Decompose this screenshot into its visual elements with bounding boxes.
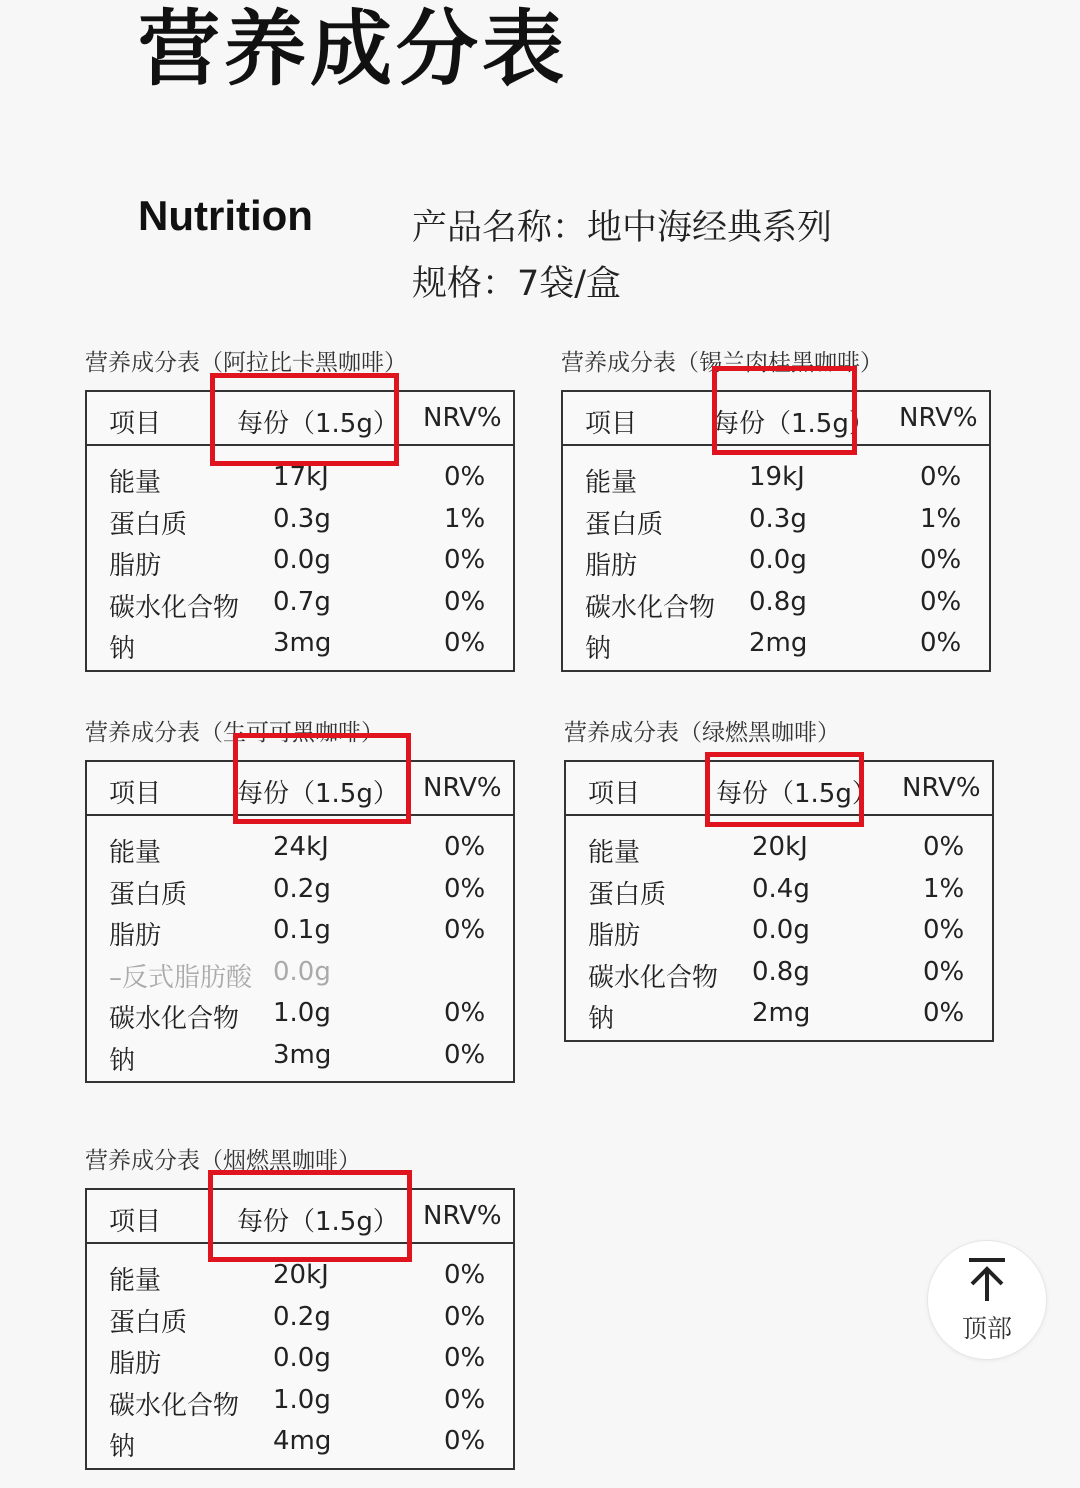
header-item: 项目 <box>109 779 162 809</box>
row-item: 能量 <box>588 838 641 868</box>
table-row <box>566 994 992 1036</box>
row-nrv: 0% <box>920 462 962 492</box>
row-value: 0.3g <box>273 503 331 534</box>
row-item: 钠 <box>109 634 136 664</box>
header-nrv: NRV% <box>899 403 978 433</box>
row-value: 24kJ <box>273 832 329 862</box>
row-value: 20kJ <box>752 832 808 862</box>
table-row <box>87 1422 513 1464</box>
row-value: 0.8g <box>749 586 807 617</box>
row-nrv: 0% <box>444 545 486 575</box>
table-row <box>563 583 989 625</box>
header-per-serving: 每份（1.5g） <box>716 779 878 809</box>
row-value: 0.4g <box>752 873 810 904</box>
row-nrv: 1% <box>920 503 962 534</box>
row-value: 17kJ <box>273 462 329 492</box>
highlight-box <box>712 366 857 455</box>
row-nrv: 0% <box>923 956 965 987</box>
table-row <box>566 828 992 870</box>
table-row <box>87 870 513 912</box>
row-nrv: 1% <box>444 503 486 534</box>
table-body <box>87 446 513 670</box>
row-item: 蛋白质 <box>585 509 664 540</box>
row-item: 能量 <box>109 468 162 498</box>
header-per-serving: 每份（1.5g） <box>713 409 875 439</box>
row-nrv: 0% <box>444 1260 486 1290</box>
row-nrv: 0% <box>444 998 486 1028</box>
row-nrv: 0% <box>444 915 486 945</box>
table-row <box>563 500 989 542</box>
row-value: 0.2g <box>273 1301 331 1332</box>
row-nrv: 0% <box>444 832 486 862</box>
row-nrv: 0% <box>444 873 486 904</box>
table-body <box>87 1244 513 1468</box>
row-value: 20kJ <box>273 1260 329 1290</box>
row-nrv: 0% <box>923 998 965 1028</box>
table-row <box>87 911 513 953</box>
row-item: 蛋白质 <box>109 509 188 540</box>
row-item: 碳水化合物 <box>588 962 719 993</box>
panel-caption: 营养成分表（锡兰肉桂黑咖啡） <box>561 350 883 376</box>
table-row <box>563 624 989 666</box>
row-value: 3mg <box>273 628 332 658</box>
row-item: 碳水化合物 <box>109 1004 240 1034</box>
row-nrv: 0% <box>923 915 965 945</box>
row-value: 0.0g <box>749 545 807 575</box>
row-item: 碳水化合物 <box>109 1390 240 1421</box>
table-row <box>87 500 513 542</box>
row-item: 能量 <box>109 1266 162 1296</box>
table-row <box>87 1036 513 1078</box>
row-nrv: 0% <box>444 1301 486 1332</box>
row-item: 蛋白质 <box>109 879 188 910</box>
header-nrv: NRV% <box>423 1201 502 1231</box>
table-row <box>87 541 513 583</box>
row-value: 0.1g <box>273 915 331 945</box>
table-row <box>566 870 992 912</box>
nutrition-label: Nutrition <box>138 192 313 239</box>
highlight-box <box>208 1170 412 1262</box>
header-item: 项目 <box>109 409 162 439</box>
row-nrv: 1% <box>923 873 965 904</box>
row-value: 0.8g <box>752 956 810 987</box>
row-value: 2mg <box>752 998 811 1028</box>
highlight-box <box>210 373 399 466</box>
row-nrv: 0% <box>444 1384 486 1415</box>
row-value: 0.0g <box>752 915 810 945</box>
row-item: 蛋白质 <box>109 1307 188 1338</box>
row-item: 钠 <box>109 1432 136 1462</box>
row-item: 钠 <box>585 634 612 664</box>
row-item: 钠 <box>588 1004 615 1034</box>
header-item: 项目 <box>585 409 638 439</box>
row-nrv: 0% <box>444 462 486 492</box>
table-body <box>563 446 989 670</box>
row-item: 脂肪 <box>109 1349 162 1379</box>
page-title: 营养成分表 <box>138 2 569 97</box>
row-value: 1.0g <box>273 1384 331 1415</box>
back-to-top-button[interactable] <box>927 1240 1047 1360</box>
table-row <box>563 458 989 500</box>
row-nrv: 0% <box>444 1426 486 1456</box>
table-row <box>87 994 513 1036</box>
row-value: 0.0g <box>273 545 331 575</box>
row-nrv: 0% <box>920 586 962 617</box>
panel-caption: 营养成分表（绿燃黑咖啡） <box>564 720 840 746</box>
table-row <box>87 828 513 870</box>
product-spec: 规格：7袋/盒 <box>412 264 622 304</box>
row-item: –反式脂肪酸 <box>109 962 253 993</box>
back-to-top-label: 顶部 <box>961 1314 1012 1343</box>
row-item: 脂肪 <box>109 921 162 951</box>
row-nrv: 0% <box>923 832 965 862</box>
row-item: 碳水化合物 <box>109 592 240 623</box>
row-value: 4mg <box>273 1426 332 1456</box>
row-item: 脂肪 <box>588 921 641 951</box>
highlight-box <box>705 752 864 827</box>
table-row <box>87 1256 513 1298</box>
row-value: 0.2g <box>273 873 331 904</box>
row-value: 3mg <box>273 1039 332 1070</box>
row-item: 钠 <box>109 1045 136 1076</box>
header-nrv: NRV% <box>902 773 981 803</box>
row-value: 19kJ <box>749 462 805 492</box>
table-row <box>87 1298 513 1340</box>
row-value: 0.7g <box>273 586 331 617</box>
row-nrv: 0% <box>444 586 486 617</box>
table-body <box>87 816 513 1081</box>
panel-caption: 营养成分表（生可可黑咖啡） <box>85 720 384 746</box>
row-nrv: 0% <box>920 545 962 575</box>
panel-caption: 营养成分表（烟燃黑咖啡） <box>85 1148 361 1174</box>
row-item: 能量 <box>585 468 638 498</box>
panel-caption: 营养成分表（阿拉比卡黑咖啡） <box>85 350 407 376</box>
table-row <box>87 624 513 666</box>
table-row <box>563 541 989 583</box>
table-row <box>87 1339 513 1381</box>
table-row <box>566 953 992 995</box>
header-per-serving: 每份（1.5g） <box>237 1207 399 1237</box>
row-nrv: 0% <box>920 628 962 658</box>
row-item: 能量 <box>109 838 162 868</box>
row-value: 0.0g <box>273 1343 331 1373</box>
row-nrv: 0% <box>444 1343 486 1373</box>
table-row <box>87 953 513 995</box>
header-per-serving: 每份（1.5g） <box>237 779 399 809</box>
row-nrv: 0% <box>444 628 486 658</box>
arrow-up-to-top-icon <box>967 1257 1007 1303</box>
header-per-serving: 每份（1.5g） <box>237 409 399 439</box>
table-row <box>566 911 992 953</box>
table-row <box>87 583 513 625</box>
row-item: 碳水化合物 <box>585 592 716 623</box>
row-value: 2mg <box>749 628 808 658</box>
row-nrv: 0% <box>444 1039 486 1070</box>
row-value: 0.3g <box>749 503 807 534</box>
header-item: 项目 <box>109 1207 162 1237</box>
table-row <box>87 1381 513 1423</box>
row-item: 脂肪 <box>585 551 638 581</box>
header-nrv: NRV% <box>423 773 502 803</box>
row-item: 脂肪 <box>109 551 162 581</box>
highlight-box <box>233 733 411 824</box>
table-body <box>566 816 992 1040</box>
row-value: 1.0g <box>273 998 331 1028</box>
row-value: 0.0g <box>273 956 331 987</box>
header-item: 项目 <box>588 779 641 809</box>
header-nrv: NRV% <box>423 403 502 433</box>
product-name: 产品名称：地中海经典系列 <box>412 208 833 248</box>
row-item: 蛋白质 <box>588 879 667 910</box>
